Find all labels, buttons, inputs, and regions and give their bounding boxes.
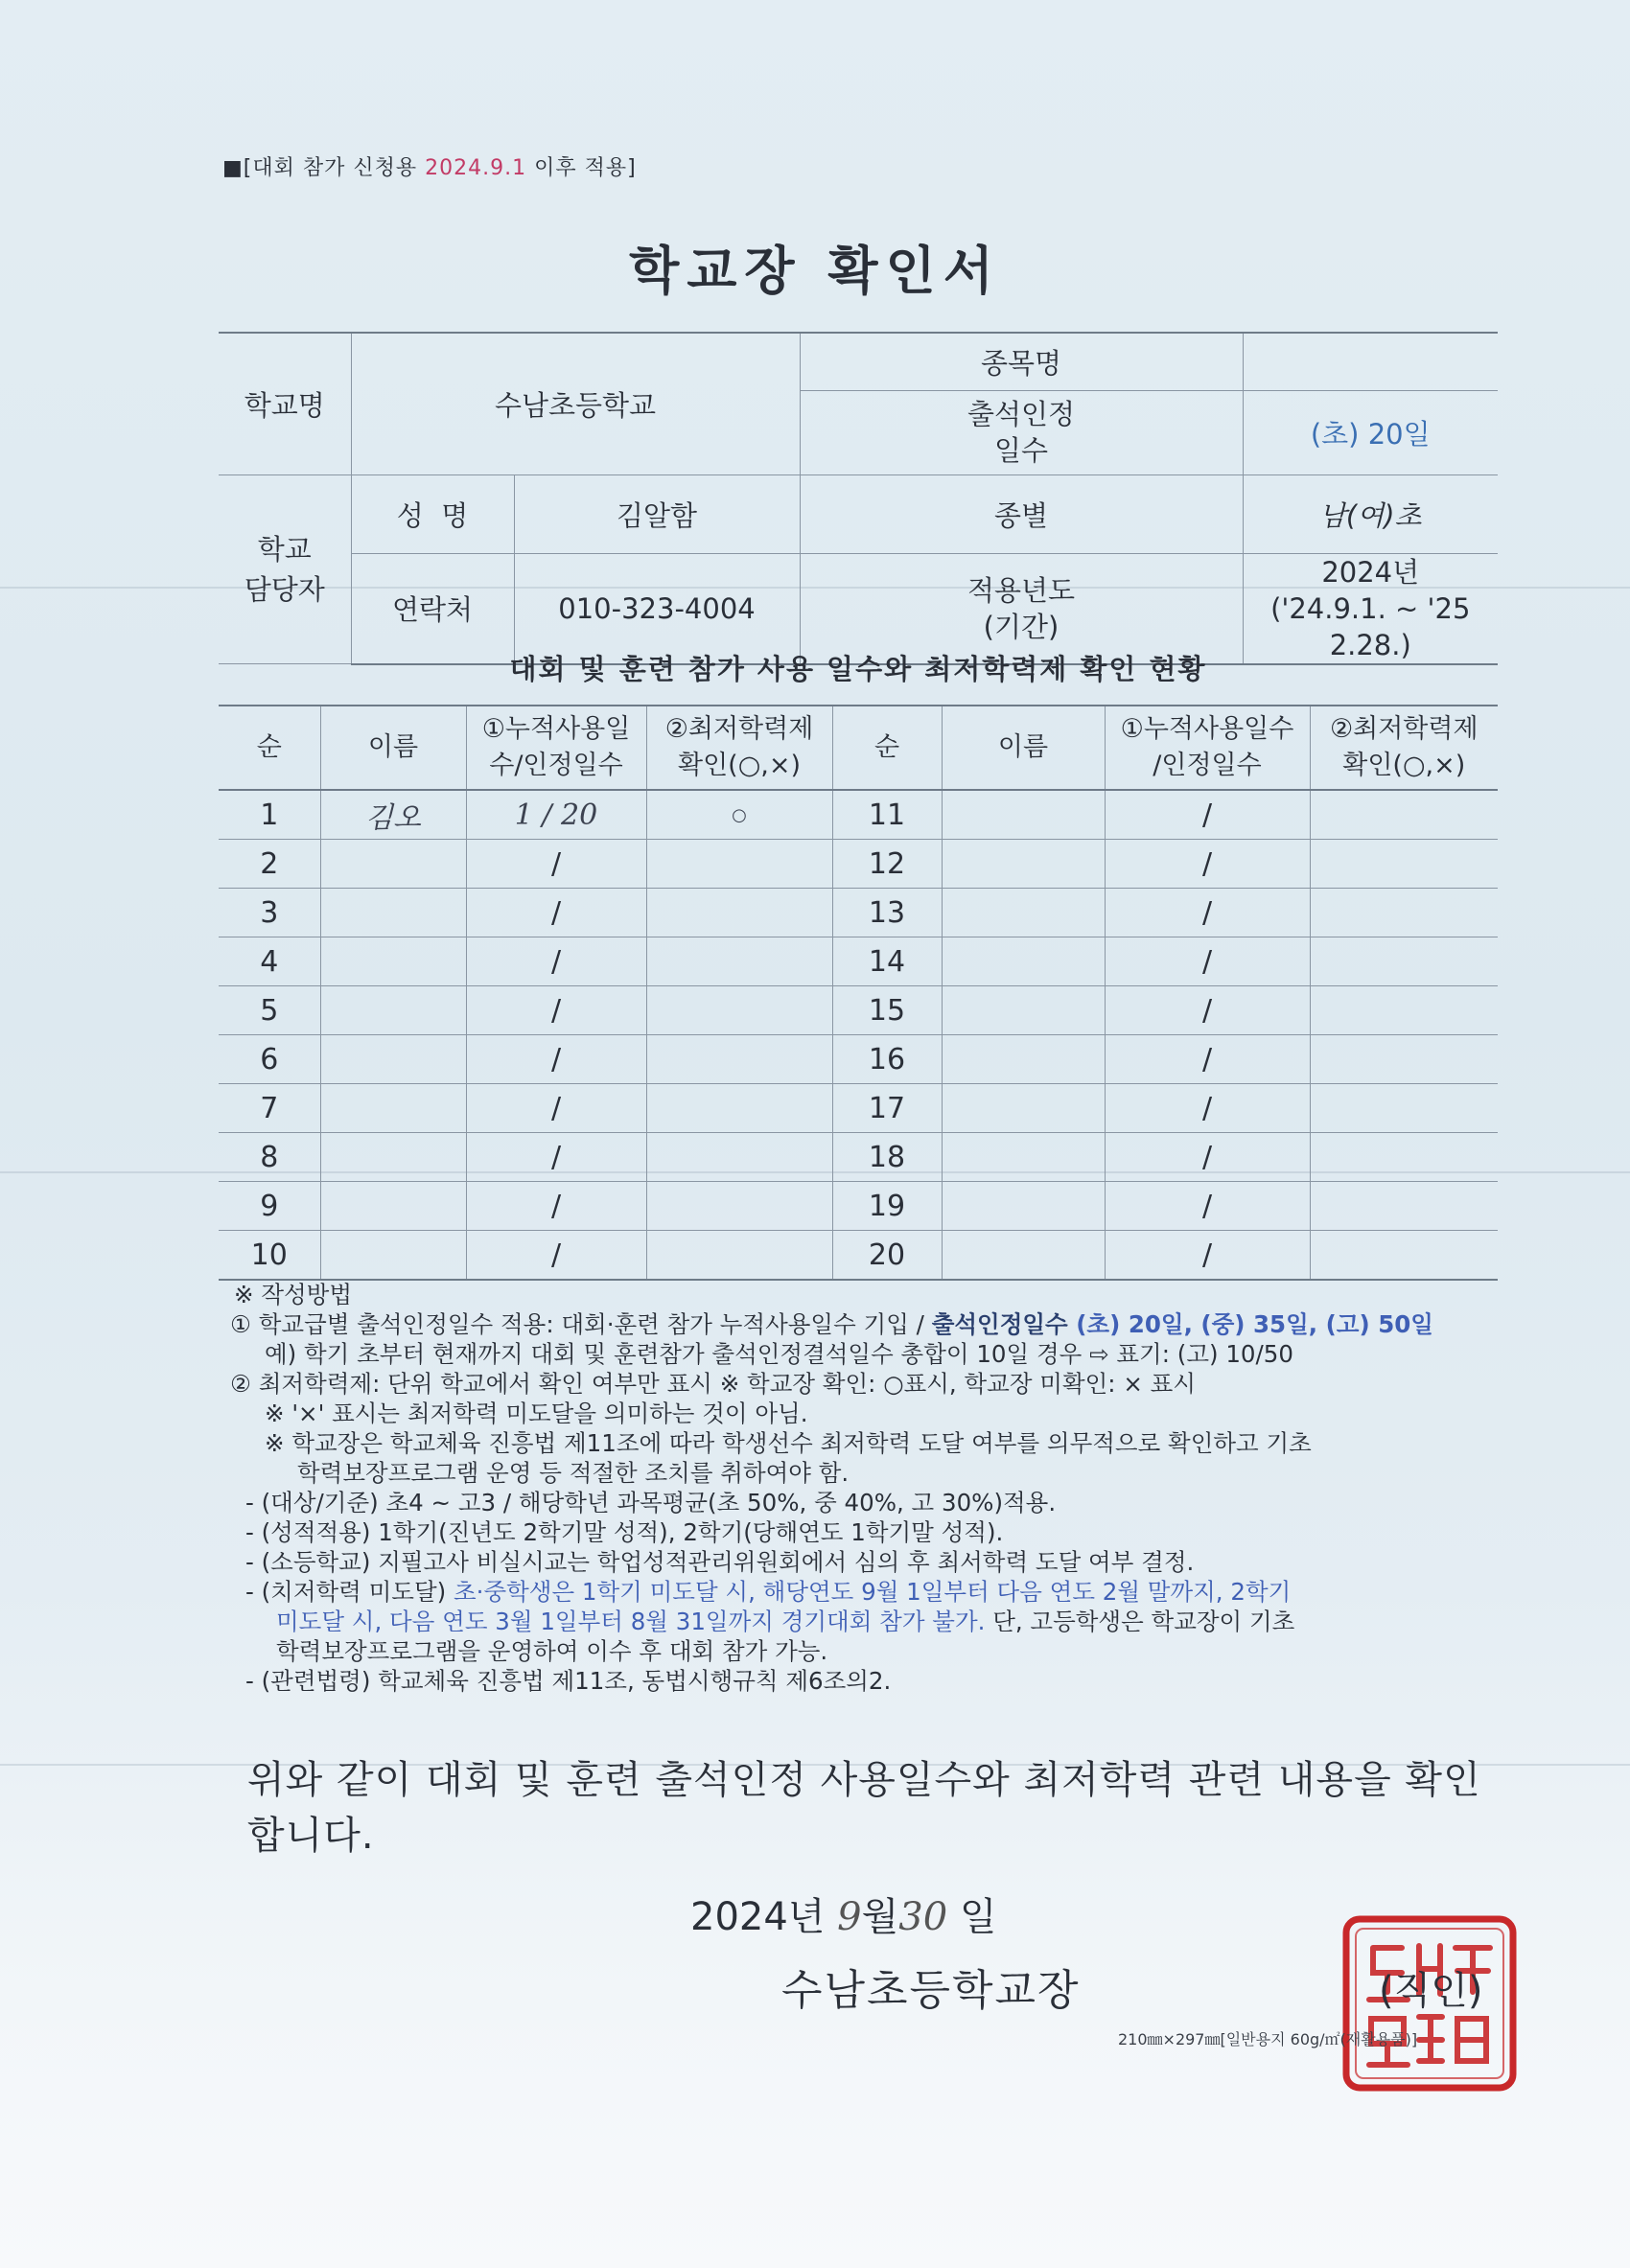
year-period: ('24.9.1. ~ '25 2.28.) <box>1270 591 1471 661</box>
student-name <box>320 986 466 1035</box>
row-number: 18 <box>832 1133 942 1182</box>
days-used: / <box>466 840 646 889</box>
days-used: / <box>466 1035 646 1084</box>
row-number: 8 <box>219 1133 320 1182</box>
date-month: 9 <box>837 1895 862 1939</box>
student-name <box>942 937 1105 986</box>
student-name <box>320 1035 466 1084</box>
row-number: 19 <box>832 1182 942 1231</box>
days-used: / <box>466 986 646 1035</box>
gender-label: 종별 <box>800 474 1243 553</box>
academic-check <box>1310 790 1498 840</box>
note-1-text: ① 학교급별 출석인정일수 적용: 대회·훈련 참가 누적사용일수 기입 / <box>230 1310 932 1338</box>
row-number: 1 <box>219 790 320 840</box>
date-day: 30 <box>898 1895 948 1939</box>
student-name <box>320 889 466 937</box>
academic-check <box>1310 889 1498 937</box>
roster-table <box>219 705 1498 1281</box>
row-number: 4 <box>219 937 320 986</box>
table-row <box>219 1182 1498 1231</box>
date-year: 2024년 <box>690 1895 826 1939</box>
closing-statement: 위와 같이 대회 및 훈련 출석인정 사용일수와 최저학력 관련 내용을 확인합니다. <box>247 1758 1481 1858</box>
academic-check <box>1310 1182 1498 1231</box>
student-name <box>942 889 1105 937</box>
student-name <box>942 790 1105 840</box>
days-used: / <box>466 1231 646 1281</box>
header-days: ①누적사용일수 /인정일수 <box>1105 706 1310 790</box>
name-value: 김알함 <box>514 474 800 553</box>
days-used: / <box>466 937 646 986</box>
academic-check <box>1310 840 1498 889</box>
days-used: / <box>1105 1231 1310 1281</box>
academic-check <box>646 986 832 1035</box>
academic-check <box>646 1231 832 1281</box>
student-name <box>320 1133 466 1182</box>
gender-value: 남(여)초 <box>1243 474 1498 553</box>
days-used: / <box>466 1133 646 1182</box>
date-day-unit: 일 <box>959 1895 997 1939</box>
attendance-days-label: 출석인정 일수 <box>800 390 1243 474</box>
header-check: ②최저학력제 확인(○,×) <box>1310 706 1498 790</box>
name-label: 성 명 <box>351 474 514 553</box>
academic-check <box>646 840 832 889</box>
row-number: 6 <box>219 1035 320 1084</box>
student-name <box>942 1231 1105 1281</box>
student-name <box>320 1084 466 1133</box>
student-name: 김오 <box>320 790 466 840</box>
section-title: 대회 및 훈련 참가 사용 일수와 최저학력제 확인 현황 <box>509 653 1207 685</box>
row-number: 12 <box>832 840 942 889</box>
detail-4-text: 단, 고등학생은 학교장이 기초 <box>985 1608 1295 1635</box>
detail-4-cont <box>230 1607 1505 1636</box>
school-info-table <box>219 332 1498 665</box>
detail-4-highlight: 초·중학생은 1학기 미도달 시, 해당연도 9월 1일부터 다음 연도 2월 말까지, 2학기 <box>454 1578 1292 1606</box>
academic-check <box>1310 937 1498 986</box>
seal-label: (직인) <box>1379 1969 1483 2013</box>
academic-check <box>646 1035 832 1084</box>
detail-5: - (관련법령) 학교체육 진흥법 제11조, 동법시행규칙 제6조의2. <box>245 1667 892 1695</box>
days-used: / <box>466 889 646 937</box>
contact-person-label: 학교 담당자 <box>219 474 351 664</box>
table-row <box>219 1035 1498 1084</box>
detail-2: - (성적적용) 1학기(진년도 2학기말 성적), 2학기(당해연도 1학기말 성적). <box>245 1518 1004 1546</box>
header-note-date: 2024.9.1 <box>425 156 527 180</box>
student-name <box>942 1182 1105 1231</box>
academic-check <box>646 937 832 986</box>
paper-spec: 210㎜×297㎜[일반용지 60g/㎡(재활용품)] <box>1118 2030 1418 2048</box>
table-row <box>219 1084 1498 1133</box>
student-name <box>320 1231 466 1281</box>
table-row <box>219 1231 1498 1281</box>
issue-date <box>690 1886 997 1941</box>
phone-value: 010-323-4004 <box>514 553 800 664</box>
detail-4-label: - (치저학력 미도달) <box>245 1578 454 1606</box>
note-2b-cont: 학력보장프로그램 운영 등 적절한 조치를 취하여야 함. <box>297 1459 850 1487</box>
page-title: 학교장 확인서 <box>629 241 1001 301</box>
student-name <box>320 840 466 889</box>
header-no: 순 <box>219 706 320 790</box>
student-name <box>320 937 466 986</box>
row-number: 20 <box>832 1231 942 1281</box>
academic-check <box>1310 1084 1498 1133</box>
detail-1: - (대상/기준) 초4 ~ 고3 / 해당학년 과목평균(초 50%, 중 40%, 고 30%)적용. <box>245 1489 1057 1516</box>
days-used: / <box>466 1182 646 1231</box>
row-number: 5 <box>219 986 320 1035</box>
days-used: / <box>1105 986 1310 1035</box>
row-number: 11 <box>832 790 942 840</box>
academic-check <box>1310 1133 1498 1182</box>
row-number: 10 <box>219 1231 320 1281</box>
note-2a: ※ '×' 표시는 최저학력 미도달을 의미하는 것이 아님. <box>265 1400 808 1427</box>
row-number: 9 <box>219 1182 320 1231</box>
detail-4 <box>230 1577 1505 1607</box>
days-used: / <box>1105 1182 1310 1231</box>
header-check: ②최저학력제 확인(○,×) <box>646 706 832 790</box>
roster-header-row <box>219 706 1498 790</box>
row-number: 13 <box>832 889 942 937</box>
notes-heading: ※ 작성방법 <box>234 1281 352 1308</box>
event-name-label: 종목명 <box>800 333 1243 390</box>
days-used: / <box>1105 937 1310 986</box>
academic-check <box>646 1182 832 1231</box>
school-name-value: 수남초등학교 <box>351 333 800 474</box>
days-used: / <box>1105 889 1310 937</box>
instructions <box>230 1280 1505 1696</box>
academic-check <box>1310 986 1498 1035</box>
row-number: 15 <box>832 986 942 1035</box>
note-1-example: 예) 학기 초부터 현재까지 대회 및 훈련참가 출석인정결석일수 총합이 10일 경우 ⇨ 표기: (고) 10/50 <box>265 1340 1293 1368</box>
header-name: 이름 <box>942 706 1105 790</box>
days-used: / <box>1105 1084 1310 1133</box>
school-name-label: 학교명 <box>219 333 351 474</box>
student-name <box>942 1133 1105 1182</box>
header-note-suffix: 이후 적용] <box>526 156 637 180</box>
days-used: 1 / 20 <box>466 790 646 840</box>
note-2b: ※ 학교장은 학교체육 진흥법 제11조에 따라 학생선수 최저학력 도달 여부를 의무적으로 확인하고 기초 <box>265 1429 1312 1457</box>
attendance-days-value: (초) 20일 <box>1243 390 1498 474</box>
student-name <box>942 1084 1105 1133</box>
note-2: ② 최저학력제: 단위 학교에서 확인 여부만 표시 ※ 학교장 확인: ○표시, 학교장 미확인: × 표시 <box>230 1370 1196 1398</box>
phone-label: 연락처 <box>351 553 514 664</box>
table-row <box>219 790 1498 840</box>
academic-check <box>646 1084 832 1133</box>
header-note <box>222 151 637 181</box>
table-row <box>219 937 1498 986</box>
academic-check <box>1310 1231 1498 1281</box>
table-row <box>219 1133 1498 1182</box>
detail-4-cont-2: 학력보장프로그램을 운영하여 이수 후 대회 참가 가능. <box>276 1637 828 1665</box>
row-number: 2 <box>219 840 320 889</box>
signer-title: 수남초등학교장 <box>781 1966 1081 2015</box>
row-number: 7 <box>219 1084 320 1133</box>
days-used: / <box>1105 790 1310 840</box>
student-name <box>942 986 1105 1035</box>
academic-check <box>646 1133 832 1182</box>
year-label: 적용년도 (기간) <box>800 553 1243 664</box>
student-name <box>942 1035 1105 1084</box>
academic-check <box>646 889 832 937</box>
days-used: / <box>1105 1035 1310 1084</box>
event-name-value <box>1243 333 1498 390</box>
note-1-bold: 출석인정일수 <box>931 1310 1077 1338</box>
detail-3: - (소등학교) 지필고사 비실시교는 학업성적관리위원회에서 심의 후 최서학력 도달 여부 결정. <box>245 1548 1195 1576</box>
academic-check: ○ <box>646 790 832 840</box>
row-number: 16 <box>832 1035 942 1084</box>
header-days: ①누적사용일 수/인정일수 <box>466 706 646 790</box>
row-number: 3 <box>219 889 320 937</box>
date-month-unit: 월 <box>861 1895 899 1939</box>
row-number: 14 <box>832 937 942 986</box>
row-number: 17 <box>832 1084 942 1133</box>
days-used: / <box>1105 840 1310 889</box>
days-used: / <box>466 1084 646 1133</box>
table-row <box>219 840 1498 889</box>
student-name <box>320 1182 466 1231</box>
academic-check <box>1310 1035 1498 1084</box>
header-note-prefix: ■[대회 참가 신청용 <box>222 156 426 180</box>
header-no: 순 <box>832 706 942 790</box>
note-1-values: (초) 20일, (중) 35일, (고) 50일 <box>1076 1310 1433 1338</box>
header-name: 이름 <box>320 706 466 790</box>
table-row <box>219 889 1498 937</box>
year-value: 2024년 <box>1321 555 1420 589</box>
student-name <box>942 840 1105 889</box>
days-used: / <box>1105 1133 1310 1182</box>
detail-4-highlight-2: 미도달 시, 다음 연도 3월 1일부터 8월 31일까지 경기대회 참가 불가. <box>276 1608 986 1635</box>
note-1 <box>230 1309 1505 1339</box>
table-row <box>219 986 1498 1035</box>
